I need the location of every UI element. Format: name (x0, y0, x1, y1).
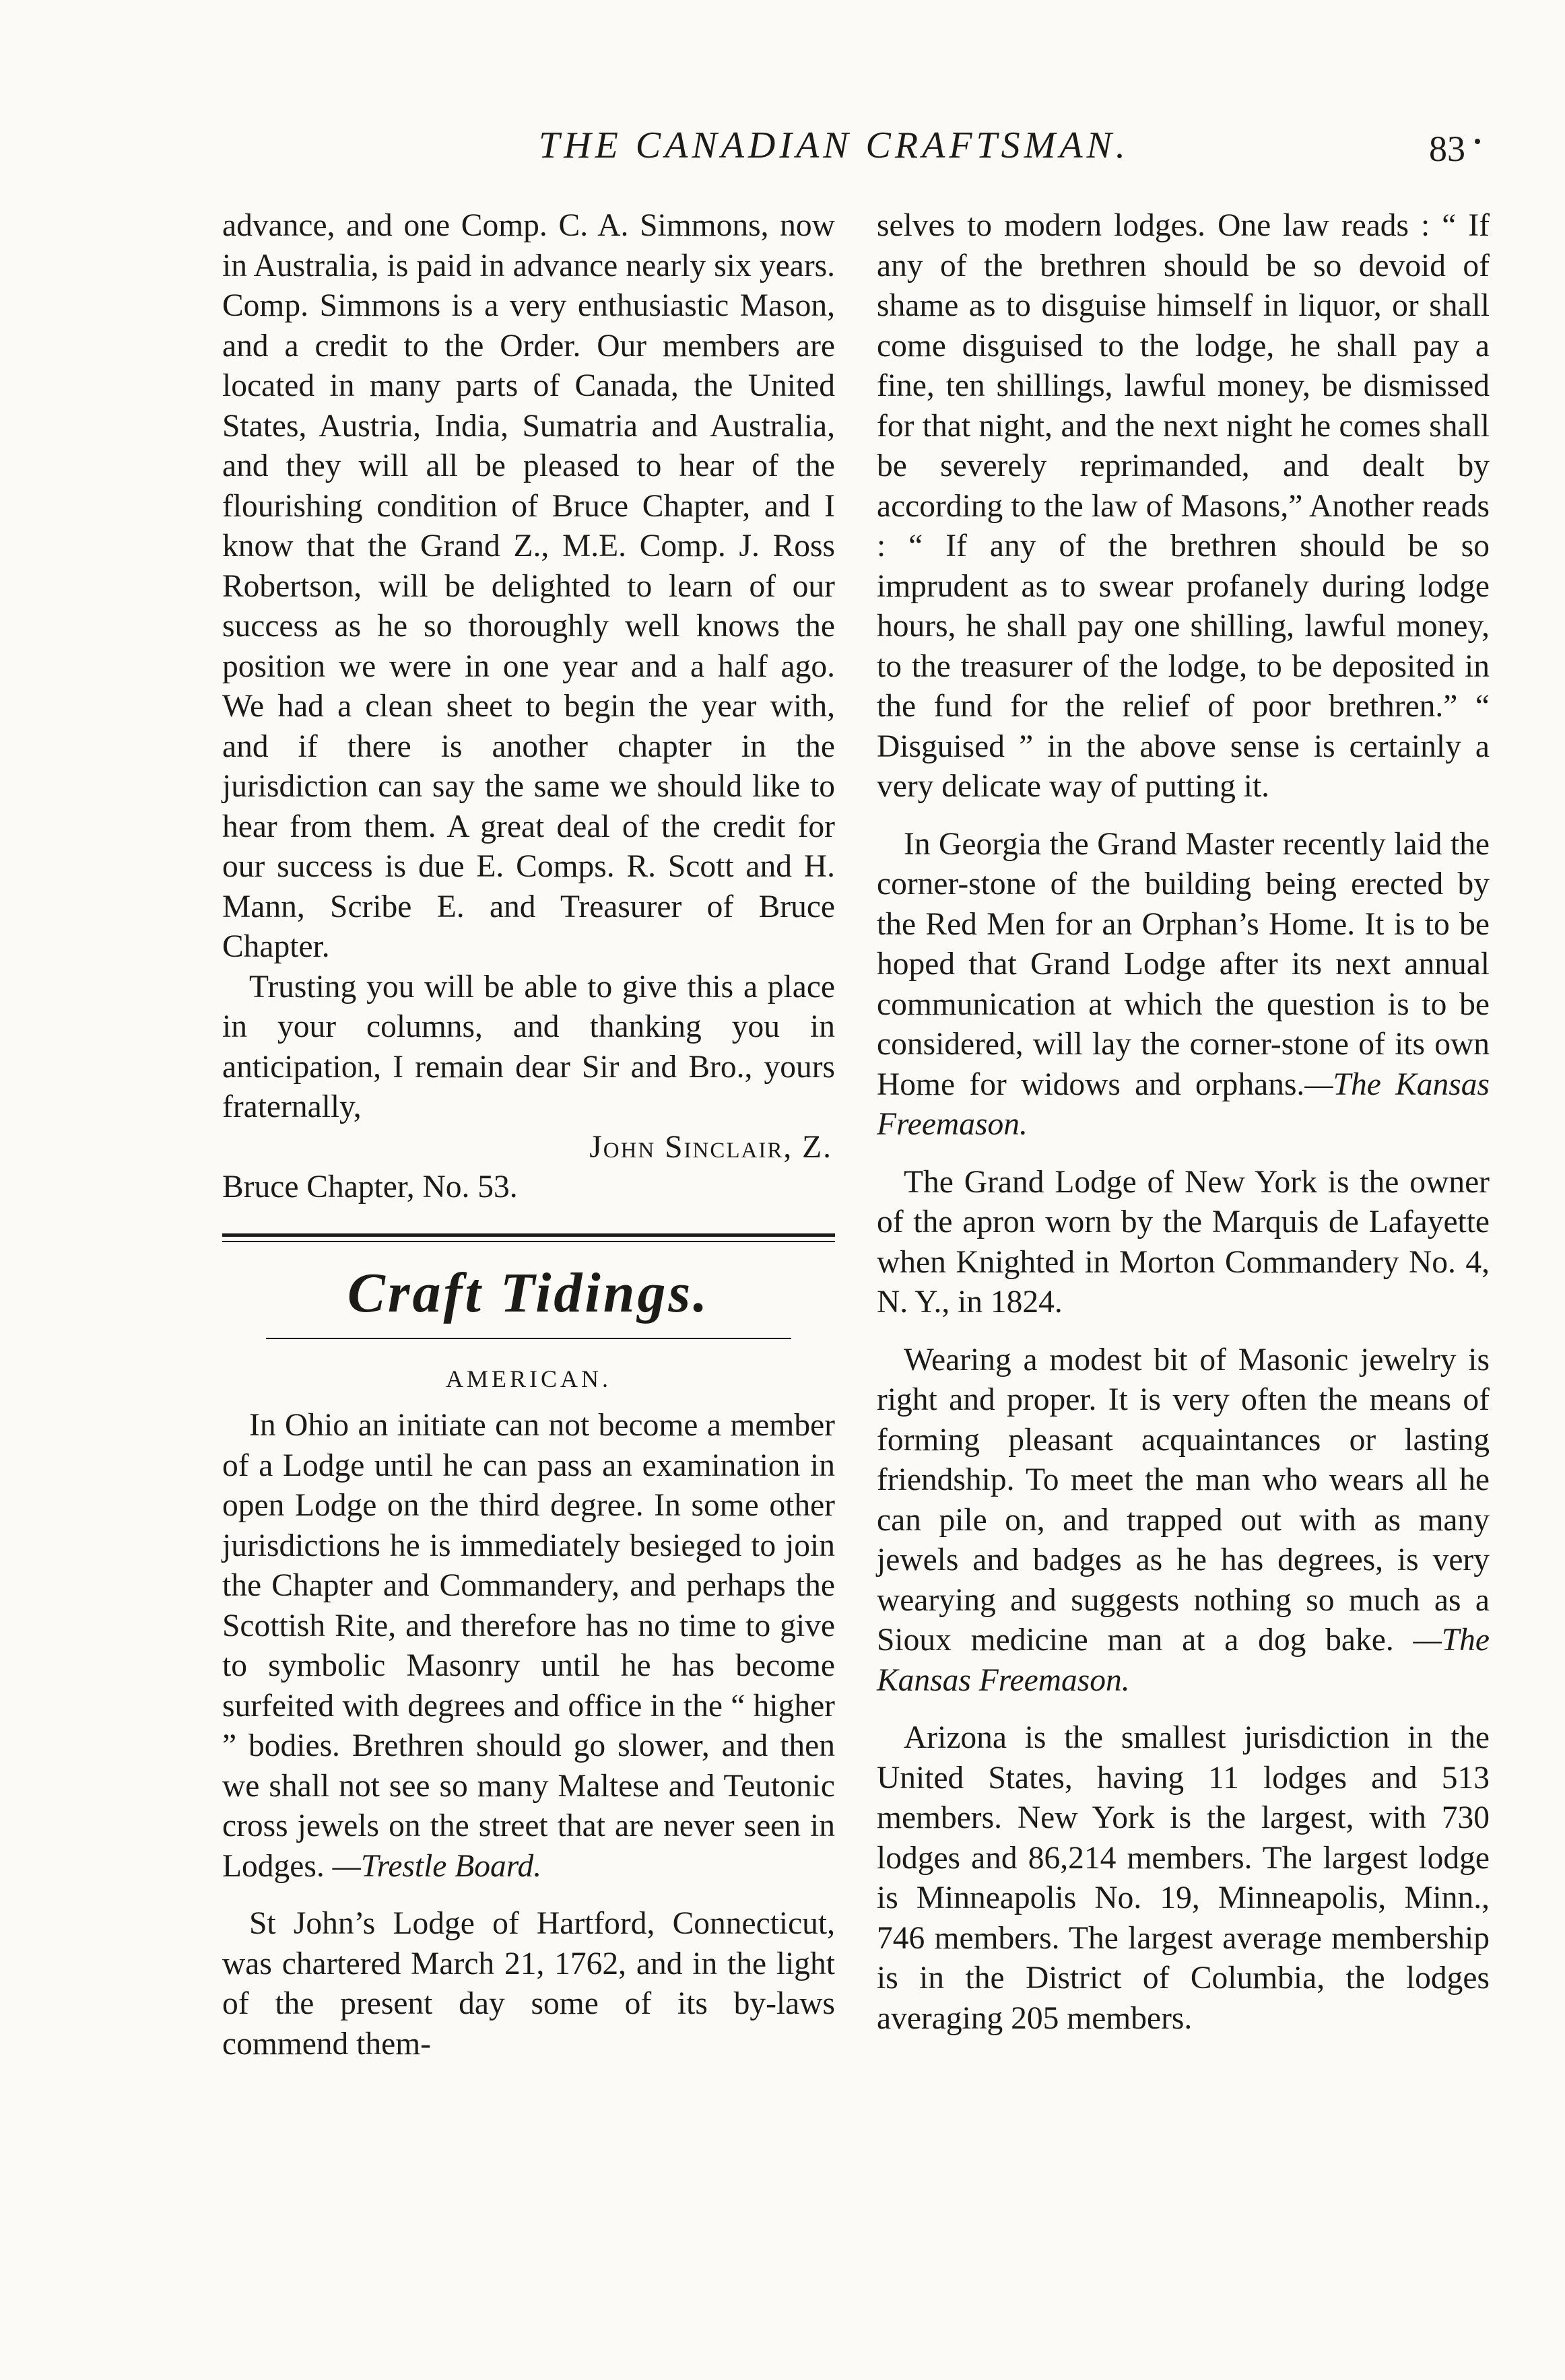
section-divider (222, 1233, 835, 1242)
article-lafayette-apron: The Grand Lodge of New York is the owner of the apron worn by the Marquis de Lafayette when Knighted in Morton Commandery No. 4, N. Y., in 1824. (877, 1164, 1490, 1320)
left-column (222, 206, 835, 2064)
article-ohio (222, 1406, 835, 1886)
article-st-johns-continued: selves to modern lodges. One law reads : “ If any of the brethren should be so devoid of shame as to disguise himself in liquor, or shall come disguised to the lodge, he shall pay a fine, ten shillings, lawful money, be dismissed for that night, and the next night he comes shall be severely reprimanded, and dealt by according to the law of Masons,” Another reads : “ If any of the brethren should be so imprudent as to swear profanely during lodge hours, he shall pay one shilling, lawful money, to the treasurer of the lodge, to be deposited in the fund for the relief of poor brethren.” “ Disguised ” in the above sense is certainly a very delicate way of putting it. (877, 208, 1490, 804)
article-st-johns: St John’s Lodge of Hartford, Connecticut, was chartered March 21, 1762, and in the light of the present day some of its by-laws commend them- (222, 1906, 835, 2062)
page-header (0, 118, 1565, 179)
letter-paragraph-continued: advance, and one Comp. C. A. Simmons, now in Australia, is paid in advance nearly six years. Comp. Simmons is a very enthusiastic Mason, and a credit to the Order. Our members are located in many parts of Canada, the United States, Austria, India, Sumatria and Australia, and they will all be pleased to hear of the flourishing condition of Bruce Chapter, and I know that the Grand Z., M.E. Comp. J. Ross Robertson, will be delighted to learn of our success as he so thoroughly well knows the position we were in one year and a half ago. We had a clean sheet to begin the year with, and if there is another chapter in the jurisdiction can say the same we should like to hear from them. A great deal of the credit for our success is due E. Comps. R. Scott and H. Mann, Scribe E. and Treasurer of Bruce Chapter. (222, 208, 835, 964)
letter-chapter-line: Bruce Chapter, No. 53. (222, 1169, 518, 1204)
section-subhead: AMERICAN. (445, 1365, 611, 1392)
article-masonic-jewelry (877, 1340, 1490, 1701)
article-georgia-text: In Georgia the Grand Master recently laid the corner-stone of the building being erected by the Red Men for an Orphan’s Home. It is to be hoped that Grand Lodge after its next annual communication at which the question is to be considered, will lay the corner-stone of its own Home for widows and orphans. (877, 826, 1490, 1102)
section-title-rule (266, 1338, 791, 1339)
right-column (877, 206, 1490, 2039)
article-ohio-source: —Trestle Board. (332, 1848, 542, 1884)
letter-signature: John Sinclair, Z. (589, 1129, 832, 1165)
article-arizona: Arizona is the smallest jurisdiction in the United States, having 11 lodges and 513 members. New York is the largest, with 730 lodges and 86,214 members. The largest lodge is Minneapolis No. 19, Minneapolis, Minn., 746 members. The largest average membership is in the District of Columbia, the lodges averaging 205 members. (877, 1720, 1490, 2036)
running-title: THE CANADIAN CRAFTSMAN. (539, 125, 1129, 166)
page-number: 83 (1429, 129, 1465, 169)
margin-dot (1475, 139, 1480, 144)
article-ohio-text: In Ohio an initiate can not become a member of a Lodge until he can pass an examination in open Lodge on the third degree. In some other jurisdictions he is immediately besieged to join the Chapter and Commandery, and perhaps the Scottish Rite, and therefore has no time to give to symbolic Masonry until he has become surfeited with degrees and office in the “ higher ” bodies. Brethren should go slower, and then we shall not see so many Maltese and Teutonic cross jewels on the street that are never seen in Lodges. (222, 1408, 835, 1884)
article-georgia-source: —The Kansas Freemason. (877, 1066, 1490, 1142)
section-title: Craft Tidings. (347, 1261, 710, 1324)
article-jewelry-text: Wearing a modest bit of Masonic jewelry is right and proper. It is very often the means of forming pleasant acquaintances or lasting friendship. To meet the man who wears all he can pile on, and trapped out with as many jewels and badges as he has degrees, is very wearying and suggests nothing so much as a Sioux medicine man at a dog bake. (877, 1342, 1490, 1658)
letter-closing-paragraph: Trusting you will be able to give this a place in your columns, and thanking you in anticipation, I remain dear Sir and Bro., yours fraternally, (222, 969, 835, 1124)
article-jewelry-source: —The Kansas Freemason. (877, 1623, 1490, 1698)
divider-thick-rule (222, 1233, 835, 1237)
divider-thin-rule (222, 1241, 835, 1242)
article-georgia (877, 825, 1490, 1145)
